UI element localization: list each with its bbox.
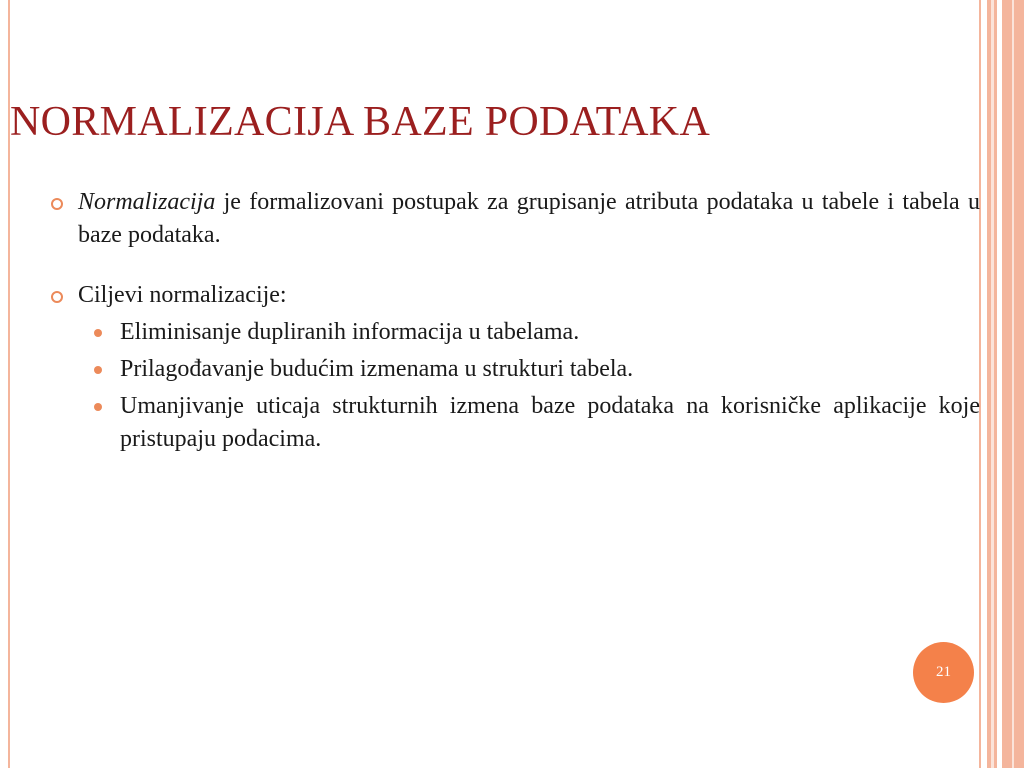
definition-text: je formalizovani postupak za grupisanje atributa podataka u tabele i tabela u baze podataka. (78, 189, 980, 248)
bullet-item-goals (48, 279, 980, 312)
hollow-circle-bullet-icon (51, 198, 63, 210)
slide-title: NORMALIZACIJA BAZE PODATAKA (10, 99, 711, 145)
filled-dot-bullet-icon (94, 366, 102, 374)
sub-bullet-item (48, 353, 980, 386)
right-border-stripes (978, 0, 1024, 768)
filled-dot-bullet-icon (94, 329, 102, 337)
spacer (48, 252, 980, 279)
sub-bullet-text: Prilagođavanje budućim izmenama u strukturi tabela. (120, 356, 634, 382)
slide-content (48, 186, 980, 456)
filled-dot-bullet-icon (94, 403, 102, 411)
sub-bullet-text: Eliminisanje dupliranih informacija u tabelama. (120, 319, 580, 345)
bullet-item-definition (48, 186, 980, 252)
goals-heading: Ciljevi normalizacije: (78, 282, 287, 308)
hollow-circle-bullet-icon (51, 291, 63, 303)
sub-bullet-item (48, 316, 980, 349)
term-normalizacija: Normalizacija (78, 189, 216, 215)
sub-bullet-text: Umanjivanje uticaja strukturnih izmena baze podataka na korisničke aplikacije koje pristupaju podacima. (120, 393, 980, 452)
page-number-badge: 21 (913, 642, 974, 703)
sub-bullet-item (48, 390, 980, 456)
